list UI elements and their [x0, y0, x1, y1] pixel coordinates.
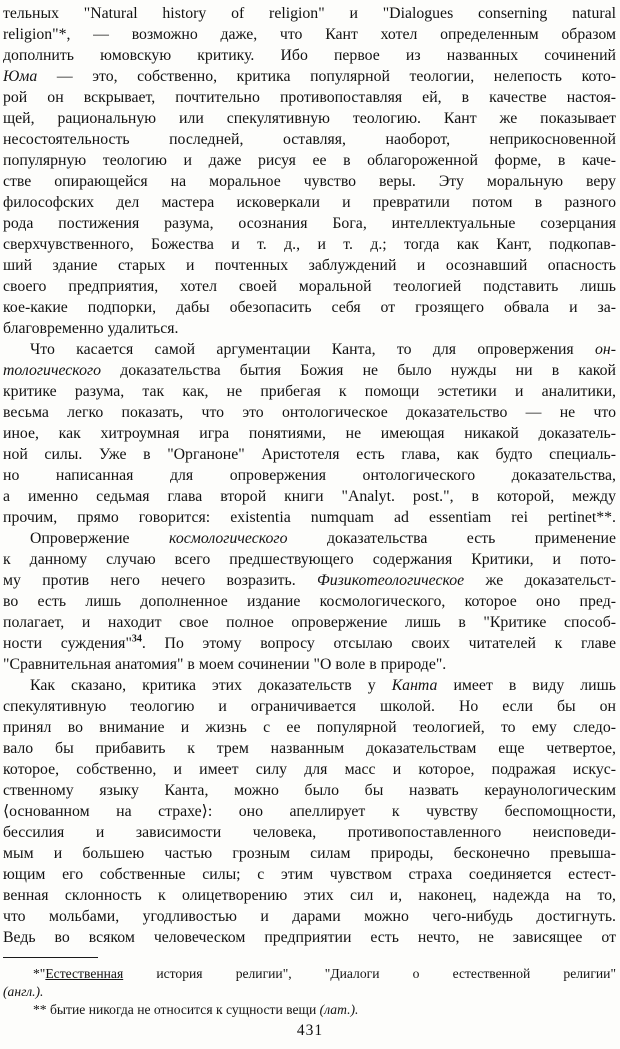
footnote-item	[3, 1001, 616, 1019]
text-line	[3, 339, 616, 360]
text-segment: *"	[33, 966, 46, 981]
text-line	[3, 906, 616, 927]
text-segment: к данному случаю всего предшествующего содержания Критики, и пото-	[3, 551, 616, 568]
footnote-item	[3, 965, 616, 1001]
text-segment: Опровержение	[30, 530, 170, 547]
text-segment: своего предприятия, хотел своей моральной теологией подставить лишь	[3, 278, 616, 295]
text-segment: спекулятивную теологию и ограничивается школой. Но если бы он	[3, 698, 616, 715]
text-line	[3, 570, 616, 591]
text-line	[3, 927, 616, 948]
text-segment: кое-какие подпорки, дабы обезопасить себя от грозящего обвала и за-	[3, 299, 616, 316]
text-line	[3, 507, 616, 528]
text-line	[3, 234, 616, 255]
footnote-line	[3, 965, 616, 983]
text-line	[3, 297, 616, 318]
text-segment: — это, собственно, критика популярной теологии, нелепость кото-	[37, 68, 616, 85]
text-line	[3, 318, 616, 339]
text-segment: ственному языку Канта, можно было бы назвать кераунологическим	[3, 782, 616, 799]
text-line	[3, 129, 616, 150]
text-segment: religion"*, — возможно даже, что Кант хотел определенным образом	[3, 26, 616, 43]
text-segment: философских дел мастера исковеркали и превратили потом в разного	[3, 194, 616, 211]
emphasis-text: Канта	[391, 677, 438, 694]
text-line	[3, 423, 616, 444]
text-line	[3, 276, 616, 297]
text-line	[3, 633, 616, 654]
text-segment: сверхчувственного, Божества и т. д., и т. д.; тогда как Кант, подкопав-	[3, 236, 616, 253]
paragraph	[3, 3, 616, 339]
text-segment: полагает, и находит свое полное опровержение лишь в "Критике способ-	[3, 614, 616, 631]
text-segment: вало бы прибавить к трем названным доказательствам еще четвертое,	[3, 740, 616, 757]
text-line	[3, 759, 616, 780]
text-segment: стве опирающейся на моральное чувство веры. Эту моральную веру	[3, 173, 616, 190]
paragraph	[3, 528, 616, 675]
text-segment: доказательства есть применение	[287, 530, 616, 547]
text-line	[3, 528, 616, 549]
text-segment: доказательства бытия Божия не было нужды ни в какой	[101, 362, 616, 379]
text-segment: рода постижения разума, осознания Бога, интеллектуальные созерцания	[3, 215, 616, 232]
text-line	[3, 801, 616, 822]
text-segment: история религии", "Диалоги о естественной религии"	[123, 966, 616, 981]
text-line	[3, 171, 616, 192]
emphasis-text: (англ.).	[3, 984, 44, 999]
footnote-separator	[3, 957, 98, 958]
text-line	[3, 150, 616, 171]
text-line	[3, 864, 616, 885]
text-segment: ющим его собственные силы; с этим чувством страха соединяется естест-	[3, 866, 616, 883]
text-segment: несостоятельность последней, оставляя, наоборот, неприкосновенной	[3, 131, 616, 148]
text-line	[3, 885, 616, 906]
text-line	[3, 465, 616, 486]
text-segment: благовременно удалиться.	[3, 320, 179, 337]
page-number: 431	[296, 1022, 324, 1039]
text-segment: критике разума, так как, не прибегая к помощи эстетики и аналитики,	[3, 383, 616, 400]
text-line	[3, 381, 616, 402]
text-line	[3, 213, 616, 234]
text-segment: "Сравнительная анатомия" в моем сочинении "О воле в природе".	[3, 656, 447, 673]
text-line	[3, 717, 616, 738]
text-segment: му против него нечего возразить.	[3, 572, 318, 589]
text-line	[3, 675, 616, 696]
text-line	[3, 738, 616, 759]
text-segment: Как сказано, критика этих доказательств у	[30, 677, 392, 694]
text-line	[3, 360, 616, 381]
text-line	[3, 192, 616, 213]
emphasis-text: тологического	[3, 362, 102, 379]
text-segment: мым и большею частью грозным силам природы, бесконечно превыша-	[3, 845, 616, 862]
text-segment: весьма легко показать, что это онтологическое доказательство — не что	[3, 404, 616, 421]
text-line	[3, 822, 616, 843]
text-line	[3, 402, 616, 423]
text-segment: тельных "Natural history of religion" и "Dialogues conserning natural	[3, 5, 616, 22]
text-segment: Что касается самой аргументации Канта, то для опровержения	[30, 341, 595, 358]
footnote-line	[3, 983, 616, 1001]
text-line	[3, 108, 616, 129]
text-segment: же доказательст-	[464, 572, 616, 589]
paragraph	[3, 675, 616, 948]
text-line	[3, 486, 616, 507]
footnote-line	[3, 1001, 616, 1019]
text-segment: что мольбами, угодливостью и дарами можно чего-нибудь достигнуть.	[3, 908, 616, 925]
text-segment: принял во внимание и жизнь с ее популярной теологией, то ему следо-	[3, 719, 616, 736]
text-line	[3, 780, 616, 801]
text-segment: а именно седьмая глава второй книги "Analyt. post.", в которой, между	[3, 488, 616, 505]
text-segment: которое, собственно, и имеет силу для масс и которое, подражая искус-	[3, 761, 616, 778]
emphasis-text: он-	[595, 341, 616, 358]
text-segment: бессилия и зависимости человека, противопоставленного неисповеди-	[3, 824, 616, 841]
paragraph	[3, 339, 616, 528]
text-line	[3, 87, 616, 108]
text-segment: щей, рациональную или спекулятивную теологию. Кант же показывает	[3, 110, 616, 127]
emphasis-text: Юма	[3, 68, 38, 85]
text-segment: имеет в виду лишь	[437, 677, 616, 694]
text-line	[3, 444, 616, 465]
emphasis-text: (лат.).	[319, 1002, 359, 1017]
text-segment: ности суждения"	[3, 635, 132, 652]
text-line	[3, 66, 616, 87]
text-line	[3, 843, 616, 864]
text-segment: . По этому вопросу отсылаю своих читателей к главе	[141, 635, 616, 652]
footnotes-section	[0, 957, 620, 1019]
footnote-ref: 34	[131, 633, 142, 645]
text-segment: дополнить юмовскую критику. Ибо первое из названных сочинений	[3, 47, 616, 64]
text-line	[3, 612, 616, 633]
text-segment: венная склонность к олицетворению этих сил и, наконец, надежда на то,	[3, 887, 616, 904]
text-line	[3, 45, 616, 66]
text-segment: во есть лишь дополненное издание космологического, которое оно пред-	[3, 593, 616, 610]
footnotes-list	[3, 965, 616, 1019]
text-segment: прочим, прямо говорится: existentia numquam ad essentiam rei pertinet**.	[3, 509, 616, 526]
text-line	[3, 3, 616, 24]
text-segment: иное, как хитроумная игра понятиями, не имеющая никакой доказатель-	[3, 425, 616, 442]
text-line	[3, 654, 616, 675]
text-line	[3, 591, 616, 612]
text-segment: ** бытие никогда не относится к сущности вещи	[33, 1002, 320, 1017]
text-segment: рой он вскрывает, почтительно противопоставляя ей, в качестве настоя-	[3, 89, 616, 106]
text-segment: популярную теологию и даже рисуя ее в облагороженной форме, в каче-	[3, 152, 616, 169]
text-segment: Ведь во всяком человеческом предприятии есть нечто, не зависящее от	[3, 929, 616, 946]
text-line	[3, 549, 616, 570]
underlined-text: Естественная	[45, 966, 124, 981]
text-segment: ший здание старых и почтенных заблуждений и осознавший опасность	[3, 257, 616, 274]
text-segment: но написанная для опровержения онтологического доказательства,	[3, 467, 616, 484]
emphasis-text: космологического	[169, 530, 288, 547]
text-line	[3, 696, 616, 717]
text-line	[3, 255, 616, 276]
text-segment: ⟨основанном на страхе⟩: оно апеллирует к чувству беспомощности,	[3, 803, 616, 820]
text-segment: ной силы. Уже в "Органоне" Аристотеля есть глава, как будто специаль-	[3, 446, 616, 463]
text-line	[3, 24, 616, 45]
emphasis-text: Физикотеологическое	[317, 572, 465, 589]
